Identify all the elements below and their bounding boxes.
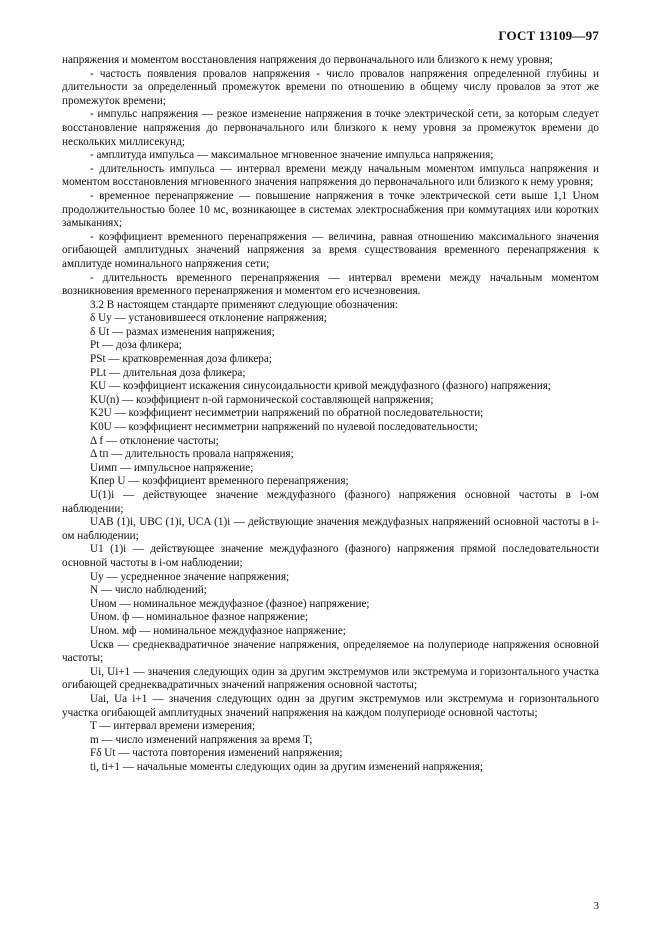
paragraph: Uном. ф — номинальное фазное напряжение;: [90, 611, 309, 624]
paragraph: m — число изменений напряжения за время T;: [90, 733, 313, 746]
paragraph: Uимп — импульсное напряжение;: [90, 461, 254, 474]
paragraph: 3.2 В настоящем стандарте применяют следующие обозначения:: [90, 298, 399, 311]
paragraph: Uскв — среднеквадратичное значение напряжения, определяемое на полупериоде напряжения основной частоты;: [62, 638, 599, 665]
paragraph: Δ tп — длительность провала напряжения;: [90, 448, 294, 461]
paragraph: T — интервал времени измерения;: [90, 720, 256, 733]
paragraph: - амплитуда импульса — максимальное мгновенное значение импульса напряжения;: [90, 149, 494, 162]
paragraph: Uном. мф — номинальное междуфазное напряжение;: [90, 624, 346, 637]
standard-header: ГОСТ 13109—97: [498, 28, 599, 43]
paragraph: - коэффициент временного перенапряжения — величина, равная отношению максимального значения огибающей амплитудных значений напряжения за время существования временного перенапряжения к амплитуде номинального напряжения сети;: [62, 230, 599, 270]
paragraph: KU(n) — коэффициент n-ой гармонической составляющей напряжения;: [90, 393, 434, 406]
paragraph: - длительность временного перенапряжения — интервал времени между начальным моментом возникновения временного перенапряжения и моментом его исчезновения.: [62, 271, 599, 298]
document-body: [62, 54, 599, 774]
paragraph: Pt — доза фликера;: [90, 339, 182, 352]
paragraph: - импульс напряжения — резкое изменение напряжения в точке электрической сети, за которым следует восстановление напряжения до первоначального или близкого к нему уровня за промежуток времени до нескольких миллисекунд;: [62, 108, 599, 148]
paragraph: Kпер U — коэффициент временного перенапряжения;: [90, 475, 349, 488]
paragraph: Ui, Ui+1 — значения следующих один за другим экстремумов или экстремума и горизонтального участка огибающей среднеквадратичных значений напряжения основной частоты;: [62, 665, 599, 692]
paragraph: K2U — коэффициент несимметрии напряжений по обратной последовательности;: [90, 407, 484, 420]
paragraph: PSt — кратковременная доза фликера;: [90, 353, 272, 366]
paragraph: K0U — коэффициент несимметрии напряжений по нулевой последовательности;: [90, 421, 478, 434]
paragraph: - частость появления провалов напряжения - число провалов напряжения определенной глубины и длительности за определенный промежуток времени по отношению в общему числу провалов за этот же промежуток времени;: [62, 67, 599, 107]
paragraph: Δ f — отклонение частоты;: [90, 434, 219, 447]
paragraph: - длительность импульса — интервал времени между начальным моментом импульса напряжения и моментом восстановления мгновенного значения напряжения до первоначального или близкого к нему уровня;: [62, 162, 599, 189]
paragraph: UAB (1)i, UBC (1)i, UCA (1)i — действующие значения междуфазных напряжений основной частоты в i-ом наблюдении;: [62, 516, 599, 542]
paragraph: ti, ti+1 — начальные моменты следующих один за другим изменений напряжения;: [90, 760, 483, 773]
paragraph: - временное перенапряжение — повышение напряжения в точке электрической сети выше 1,1 Uном продолжительностью более 10 мс, возникающее в системах электроснабжения при коммутациях или коротких замыканиях;: [62, 189, 599, 230]
paragraph: PLt — длительная доза фликера;: [90, 366, 246, 379]
paragraph: N — число наблюдений;: [90, 584, 207, 597]
paragraph: U(1)i — действующее значение междуфазного (фазного) напряжения основной частоты в i-ом наблюдении;: [62, 489, 599, 515]
paragraph: KU — коэффициент искажения синусоидальности кривой междуфазного (фазного) напряжения;: [90, 380, 551, 393]
paragraph: Uai, Ua i+1 — значения следующих один за другим экстремумов или экстремума и горизонтального участка огибающей амплитудных значений напряжения на каждом полупериоде основной частоты;: [62, 692, 599, 719]
page-number: 3: [593, 900, 599, 912]
paragraph: Uу — усредненное значение напряжения;: [90, 570, 290, 583]
paragraph: δ Uу — установившееся отклонение напряжения;: [90, 312, 327, 325]
paragraph: U1 (1)i — действующее значение междуфазного (фазного) напряжения прямой последовательности основной частоты в i-ом наблюдении;: [62, 543, 599, 569]
paragraph: δ Ut — размах изменения напряжения;: [90, 325, 275, 338]
paragraph: напряжения и моментом восстановления напряжения до первоначального или близкого к нему уровня;: [62, 54, 553, 66]
paragraph: Uном — номинальное междуфазное (фазное) напряжение;: [90, 597, 370, 610]
paragraph: Fδ Ut — частота повторения изменений напряжения;: [90, 747, 343, 760]
